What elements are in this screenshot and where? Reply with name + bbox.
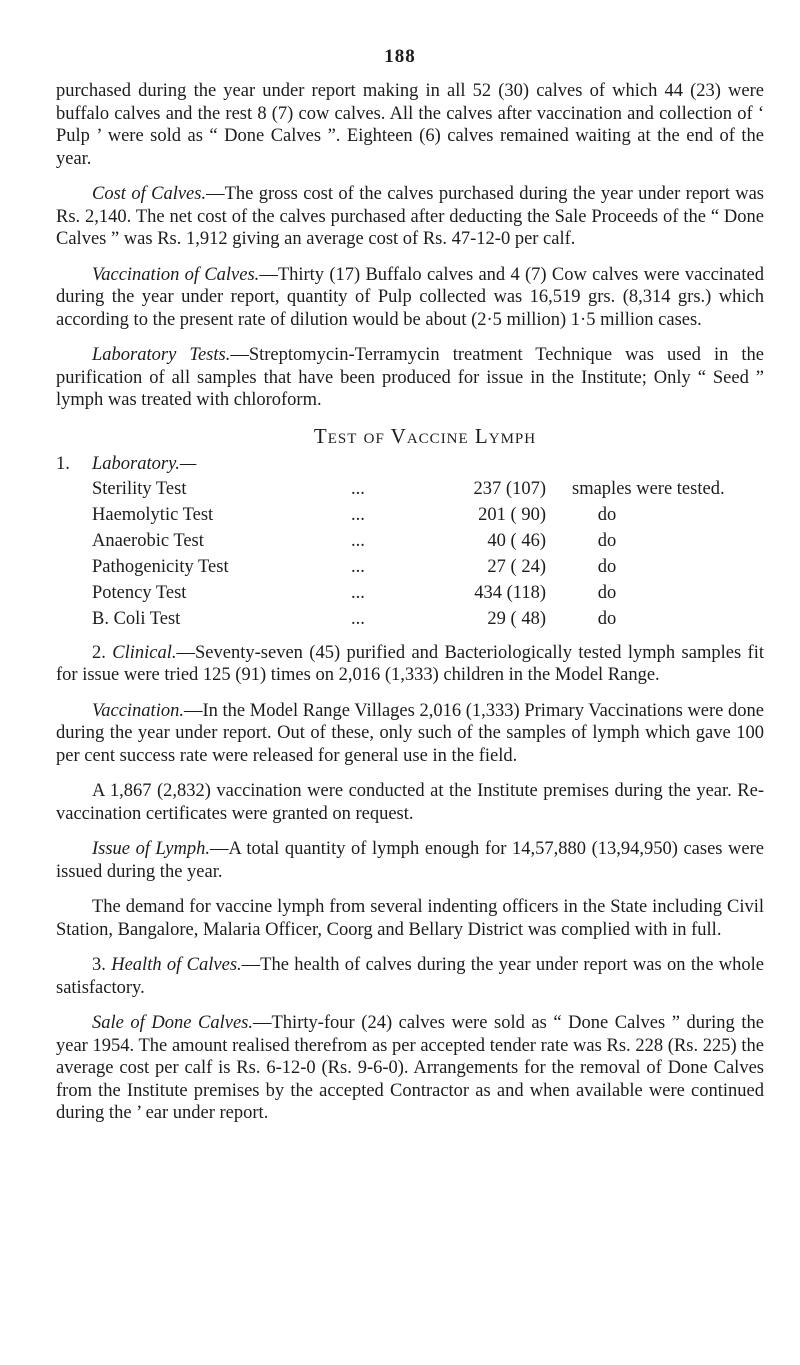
table-row [56,504,764,530]
test-note: smaples were tested. [572,478,725,499]
clinical-lead: Clinical. [112,642,177,663]
cost-of-calves-lead: Cost of Calves. [92,184,207,204]
table-row [56,530,764,556]
leader-dots: ... [351,530,365,551]
vaccination-of-calves-lead: Vaccination of Calves. [92,264,260,285]
body-text [56,80,764,1138]
page-number: 188 [384,46,416,67]
demand-paragraph: The demand for vaccine lymph from several indenting officers in the State including Civil Station, Bangalore, Malaria Officer, Coorg and Bellary District was complied with in full. [56,897,764,940]
institute-premises-paragraph: A 1,867 (2,832) vaccination were conducted at the Institute premises during the year. Re-vaccination certificates were granted on request. [56,781,764,824]
test-name: Pathogenicity Test [92,556,229,577]
table-row [56,478,764,504]
vaccination-lead: Vaccination. [92,700,184,721]
laboratory-tests-paragraph [56,344,764,412]
test-name: Haemolytic Test [92,504,214,525]
table-row [56,556,764,582]
laboratory-number: 1. [56,454,70,474]
test-count: 434 (118) [474,582,546,603]
test-table [56,478,764,634]
sale-of-done-calves-lead: Sale of Done Calves. [92,1013,253,1033]
laboratory-heading [56,453,764,476]
test-note: do [597,504,617,525]
laboratory-tests-lead: Laboratory Tests. [92,345,231,365]
cost-of-calves-paragraph [56,183,764,251]
leader-dots: ... [351,582,365,603]
leader-dots: ... [351,608,365,629]
test-name: Sterility Test [92,478,187,499]
test-note: do [597,556,617,577]
health-of-calves-lead: Health of Calves. [111,955,242,975]
test-note: do [597,608,617,629]
test-name: Anaerobic Test [92,530,204,551]
health-of-calves-paragraph [56,954,764,999]
vaccination-of-calves-paragraph [56,264,764,332]
clinical-number: 2. [92,642,106,663]
table-row [56,608,764,634]
clinical-paragraph [56,642,764,687]
test-note: do [597,530,617,551]
laboratory-tests-text: —Streptomycin-Terramycin treatment Technique was used in the purification of all samples that have been produced for issue in the Institute; Only “ Seed ” lymph was treated with chloroform. [56,345,764,410]
vaccination-text: —In the Model Range Villages 2,016 (1,333) Primary Vaccinations were done during the year under report. Out of these, only such of the samples of lymph which gave 100 per cent success rate were released for general use in the field. [56,700,764,766]
sale-of-done-calves-paragraph [56,1012,764,1125]
leader-dots: ... [351,504,365,525]
test-count: 29 ( 48) [487,608,546,629]
section-title: Test of Vaccine Lymph [313,423,537,448]
issue-of-lymph-text: —A total quantity of lymph enough for 14,57,880 (13,94,950) cases were issued during the year. [56,839,764,882]
vaccination-of-calves-text: —Thirty (17) Buffalo calves and 4 (7) Cow calves were vaccinated during the year under report, quantity of Pulp collected was 16,519 grs. (8,314 grs.) which according to the present rate of dilution would be about (2·5 million) 1·5 million cases. [56,264,764,330]
leader-dots: ... [351,556,365,577]
laboratory-heading-label: Laboratory.— [92,454,197,474]
test-name: Potency Test [92,582,187,603]
test-count: 40 ( 46) [487,530,546,551]
vaccination-paragraph [56,700,764,768]
table-row [56,582,764,608]
issue-of-lymph-paragraph [56,838,764,883]
clinical-text: —Seventy-seven (45) purified and Bacteriologically tested lymph samples fit for issue were tried 125 (91) times on 2,016 (1,333) children in the Model Range. [56,642,764,685]
sale-of-done-calves-text: —Thirty-four (24) calves were sold as “ Done Calves ” during the year 1954. The amount realised therefrom as per accepted tender rate was Rs. 228 (Rs. 225) the average cost per calf is Rs. 6-12-0 (Rs. 9-6-0). Arrangements for the removal of Done Calves from the Institute premises by the accepted Contractor as and when available were continued during the ’ ear under report. [56,1013,764,1123]
leader-dots: ... [351,478,365,499]
health-of-calves-number: 3. [92,955,106,975]
test-count: 27 ( 24) [487,556,546,577]
issue-of-lymph-lead: Issue of Lymph. [92,839,210,859]
intro-paragraph: purchased during the year under report making in all 52 (30) calves of which 44 (23) were buffalo calves and the rest 8 (7) cow calves. All the calves after vaccination and collection of ‘ Pulp ’ were sold as “ Done Calves ”. Eighteen (6) calves remained waiting at the end of the year. [56,81,764,169]
cost-of-calves-text: —The gross cost of the calves purchased during the year under report was Rs. 2,140. The net cost of the calves purchased after deducting the Sale Proceeds of the “ Done Calves ” was Rs. 1,912 giving an average cost of Rs. 47-12-0 per calf. [56,184,764,249]
test-count: 237 (107) [473,478,546,499]
test-name: B. Coli Test [92,608,181,629]
test-count: 201 ( 90) [478,504,546,525]
health-of-calves-text: —The health of calves during the year under report was on the whole satisfactory. [56,955,765,998]
test-note: do [597,582,617,603]
